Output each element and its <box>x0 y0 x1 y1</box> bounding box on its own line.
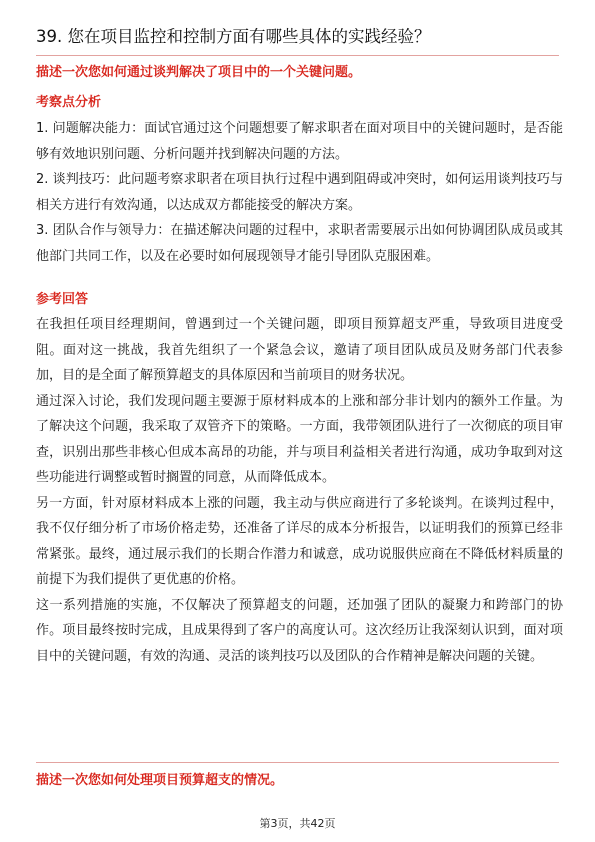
answer-section <box>36 290 563 669</box>
answer-paragraph: 这一系列措施的实施，不仅解决了预算超支的问题，还加强了团队的凝聚力和跨部门的协作。项目最终按时完成，且成果得到了客户的高度认可。这次经历让我深刻认识到，面对项目中的关键问题，有效的沟通、灵活的谈判技巧以及团队的合作精神是解决问题的关键。 <box>36 597 563 664</box>
next-prompt-heading: 描述一次您如何处理项目预算超支的情况。 <box>36 773 284 788</box>
answer-paragraph: 另一方面，针对原材料成本上涨的问题，我主动与供应商进行了多轮谈判。在谈判过程中，我不仅仔细分析了市场价格走势，还准备了详尽的成本分析报告，以证明我们的预算已经非常紧张。最终，通过展示我们的长期合作潜力和诚意，成功说服供应商在不降低材料质量的前提下为我们提供了更优惠的价格。 <box>36 495 563 587</box>
question-title: 39. 您在项目监控和控制方面有哪些具体的实践经验？ <box>36 27 431 46</box>
next-prompt-section <box>36 771 563 791</box>
analysis-heading: 考察点分析 <box>36 95 102 110</box>
analysis-item: 1. 问题解决能力：面试官通过这个问题想要了解求职者在面对项目中的关键问题时，是否能够有效地识别问题、分析问题并找到解决问题的方法。 <box>36 121 563 162</box>
answer-heading: 参考回答 <box>36 292 89 307</box>
prompt-section <box>36 63 563 83</box>
prompt-heading: 描述一次您如何通过谈判解决了项目中的一个关键问题。 <box>36 65 362 80</box>
answer-paragraph: 通过深入讨论，我们发现问题主要源于原材料成本的上涨和部分非计划内的额外工作量。为了解决这个问题，我采取了双管齐下的策略。一方面，我带领团队进行了一次彻底的项目审查，识别出那些非核心但成本高昂的功能，并与项目利益相关者进行沟通，成功争取到对这些功能进行调整或暂时搁置的同意，从而降低成本。 <box>36 393 563 485</box>
page-number: 第3页，共42页 <box>259 817 336 830</box>
analysis-section <box>36 93 563 269</box>
analysis-item: 2. 谈判技巧：此问题考察求职者在项目执行过程中遇到阻碍或冲突时，如何运用谈判技巧与相关方进行有效沟通，以达成双方都能接受的解决方案。 <box>36 172 563 213</box>
answer-paragraph: 在我担任项目经理期间，曾遇到过一个关键问题，即项目预算超支严重，导致项目进度受阻。面对这一挑战，我首先组织了一个紧急会议，邀请了项目团队成员及财务部门代表参加，目的是全面了解预算超支的具体原因和当前项目的财务状况。 <box>36 317 563 383</box>
title-divider <box>36 55 559 56</box>
section-divider <box>36 762 559 763</box>
analysis-item: 3. 团队合作与领导力：在描述解决问题的过程中，求职者需要展示出如何协调团队成员或其他部门共同工作，以及在必要时如何展现领导才能引导团队克服困难。 <box>36 223 563 264</box>
